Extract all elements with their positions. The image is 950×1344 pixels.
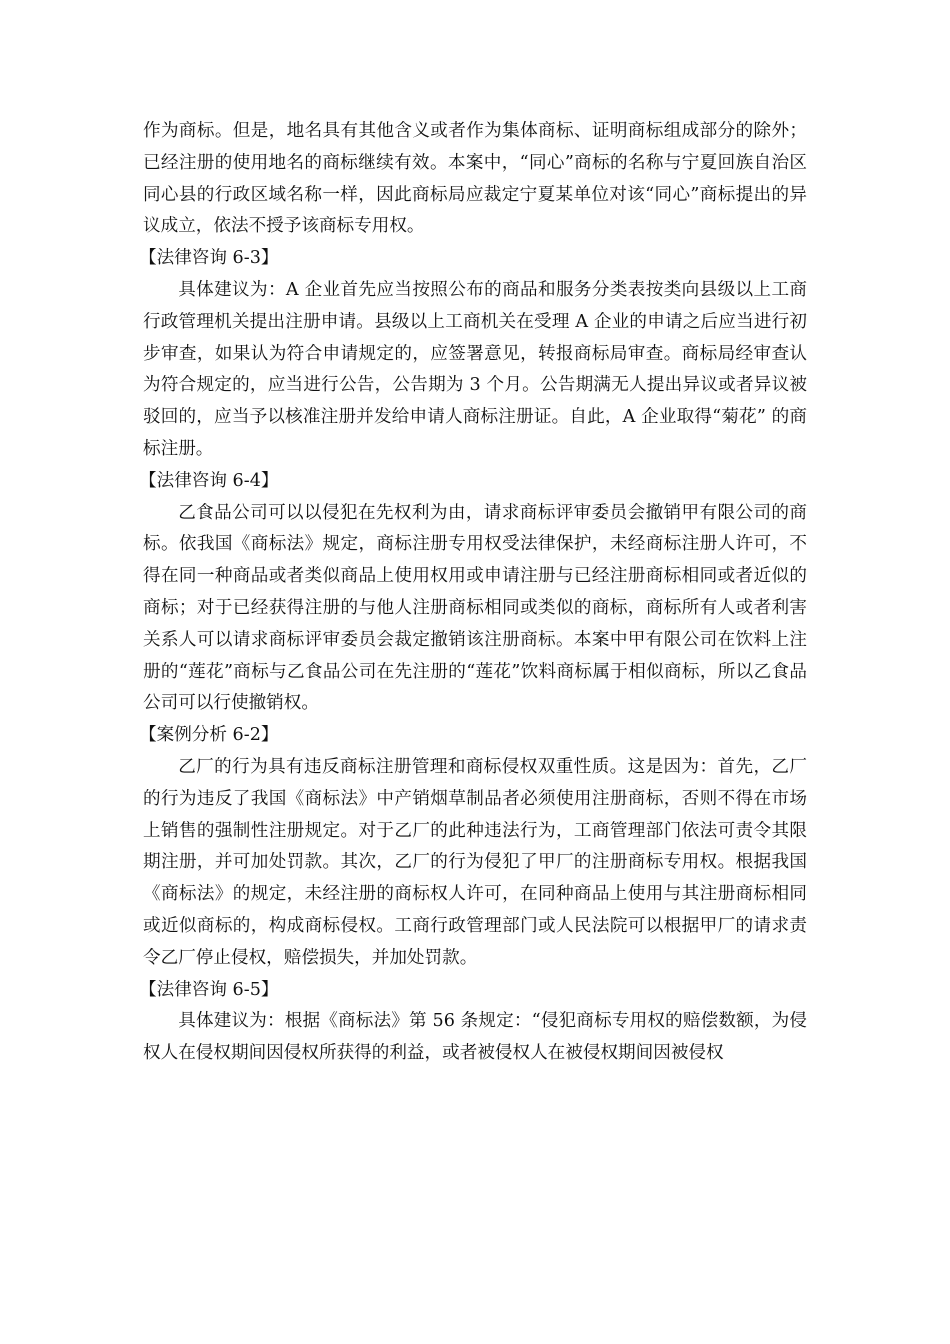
paragraph-compensation-advice: 具体建议为：根据《商标法》第 56 条规定：“侵犯商标专用权的赔偿数额，为侵权人在侵权期间因侵权所获得的利益，或者被侵权人在被侵权期间因被侵权: [143, 1011, 807, 1064]
heading-case-analysis-6-2: 【案例分析 6-2】: [139, 725, 279, 746]
paragraph-trademark-place-name: 作为商标。但是，地名具有其他含义或者作为集体商标、证明商标组成部分的除外；已经注册的使用地名的商标继续有效。本案中，“同心”商标的名称与宁夏回族自治区同心县的行政区域名称一样，因此商标局应裁定宁夏某单位对该“同心”商标提出的异议成立，依法不授予该商标专用权。: [143, 121, 807, 237]
paragraph-prior-rights: 乙食品公司可以以侵犯在先权利为由，请求商标评审委员会撤销甲有限公司的商标。依我国《商标法》规定，商标注册专用权受法律保护，未经商标注册人许可，不得在同一种商品或者类似商品上使用权用或申请注册与已经注册商标相同或者近似的商标；对于已经获得注册的与他人注册商标相同或类似的商标，商标所有人或者利害关系人可以请求商标评审委员会裁定撤销该注册商标。本案中甲有限公司在饮料上注册的“莲花”商标与乙食品公司在先注册的“莲花”饮料商标属于相似商标，所以乙食品公司可以行使撤销权。: [143, 502, 807, 714]
paragraph-infringement-analysis: 乙厂的行为具有违反商标注册管理和商标侵权双重性质。这是因为：首先，乙厂的行为违反了我国《商标法》中产销烟草制品者必须使用注册商标，否则不得在市场上销售的强制性注册规定。对于乙厂的此种违法行为，工商管理部门依法可责令其限期注册，并可加处罚款。其次，乙厂的行为侵犯了甲厂的注册商标专用权。根据我国《商标法》的规定，未经注册的商标权人许可，在同种商品上使用与其注册商标相同或近似商标的，构成商标侵权。工商行政管理部门或人民法院可以根据甲厂的请求责令乙厂停止侵权，赔偿损失，并加处罚款。: [143, 756, 807, 968]
document-page: [139, 116, 807, 1070]
heading-legal-consult-6-5: 【法律咨询 6-5】: [139, 979, 279, 1000]
paragraph-registration-advice: 具体建议为：A 企业首先应当按照公布的商品和服务分类表按类向县级以上工商行政管理机关提出注册申请。县级以上工商机关在受理 A 企业的申请之后应当进行初步审查，如果认为符合申请规定的，应签署意见，转报商标局审查。商标局经审查认为符合规定的，应当进行公告，公告期为 3 个月。公告期满无人提出异议或者异议被驳回的，应当予以核准注册并发给申请人商标注册证。自此，A 企业取得“菊花” 的商标注册。: [143, 279, 807, 459]
heading-legal-consult-6-3: 【法律咨询 6-3】: [139, 248, 279, 269]
heading-legal-consult-6-4: 【法律咨询 6-4】: [139, 470, 279, 491]
